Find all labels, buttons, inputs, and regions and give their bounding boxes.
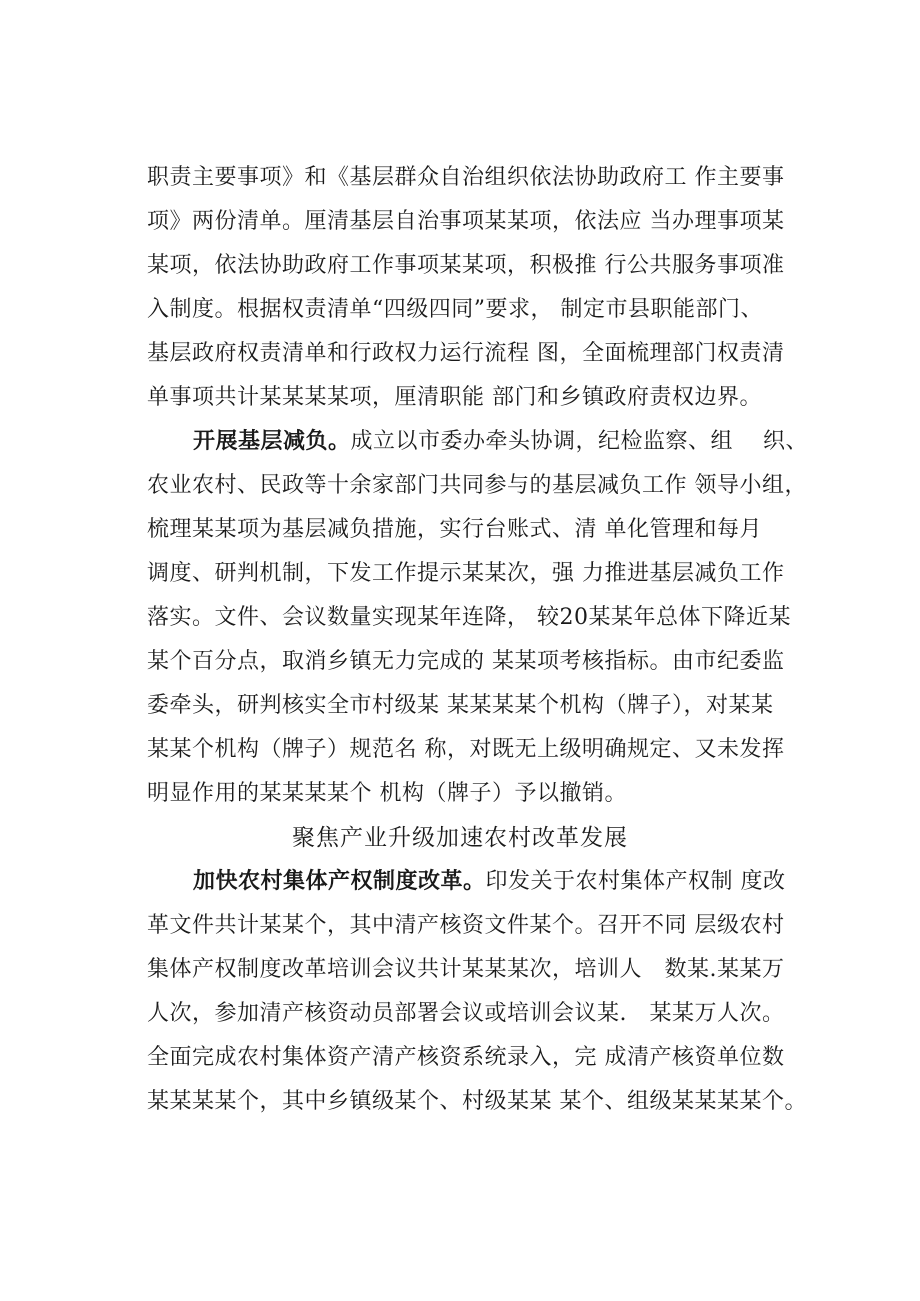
- paragraph-3-lead: 加快农村集体产权制度改革。: [193, 869, 486, 894]
- paragraph-3-line: 某某某某个，其中乡镇级某个、村级某某 某个、组级某某某某个。: [147, 1089, 807, 1114]
- paragraph-2-line: 某某个机构（牌子）规范名 称，对既无上级明确规定、又未发挥: [147, 737, 785, 762]
- paragraph-3-first-rest: 印发关于农村集体产权制 度改: [485, 869, 786, 894]
- paragraph-2-lead: 开展基层减负。: [193, 429, 351, 454]
- paragraph-3-first-line: [193, 867, 853, 897]
- paragraph-2-line: 明显作用的某某某某个 机构（牌子）予以撤销。: [147, 781, 627, 806]
- paragraph-2-line: 调度、研判机制，下发工作提示某某次，强 力推进基层减负工作: [147, 561, 785, 586]
- paragraph-1-line: 职责主要事项》和《基层群众自治组织依法协助政府工 作主要事: [147, 165, 785, 190]
- paragraph-2-first-line: [193, 427, 853, 457]
- paragraph-2-line: 某个百分点，取消乡镇无力完成的 某某项考核指标。由市纪委监: [147, 649, 785, 674]
- paragraph-3-line: 人次，参加清产核资动员部署会议或培训会议某. 某某万人次。: [147, 1001, 785, 1026]
- paragraph-2-line: 委牵头，研判核实全市村级某 某某某某个机构（牌子），对某某: [147, 693, 774, 718]
- paragraph-2-first-rest: 成立以市委办牵头协调，纪检监察、组 织、: [350, 429, 809, 454]
- paragraph-2-line: 落实。文件、会议数量实现某年连降， 较20某某年总体下降近某: [147, 605, 791, 630]
- section-heading: 聚焦产业升级加速农村改革发展: [292, 825, 628, 851]
- paragraph-1-line: 入制度。根据权责清单“四级四同”要求， 制定市县职能部门、: [147, 297, 763, 322]
- paragraph-3-line: 集体产权制度改革培训会议共计某某某次，培训人 数某.某某万: [147, 957, 785, 982]
- paragraph-1-line: 基层政府权责清单和行政权力运行流程 图，全面梳理部门权责清: [147, 341, 785, 366]
- paragraph-3-line: 革文件共计某某个，其中清产核资文件某个。召开不同 层级农村: [147, 913, 785, 938]
- paragraph-1-line: 单事项共计某某某某项，厘清职能 部门和乡镇政府责权边界。: [147, 385, 762, 410]
- paragraph-2-line: 农业农村、民政等十余家部门共同参与的基层减负工作 领导小组，: [147, 473, 807, 498]
- paragraph-1-line: 某项，依法协助政府工作事项某某项，积极推 行公共服务事项准: [147, 253, 785, 278]
- paragraph-2-line: 梳理某某项为基层减负措施，实行台账式、清 单化管理和每月: [147, 517, 762, 542]
- paragraph-1-line: 项》两份清单。厘清基层自治事项某某项，依法应 当办理事项某: [147, 209, 785, 234]
- paragraph-3-line: 全面完成农村集体资产清产核资系统录入，完 成清产核资单位数: [147, 1045, 785, 1070]
